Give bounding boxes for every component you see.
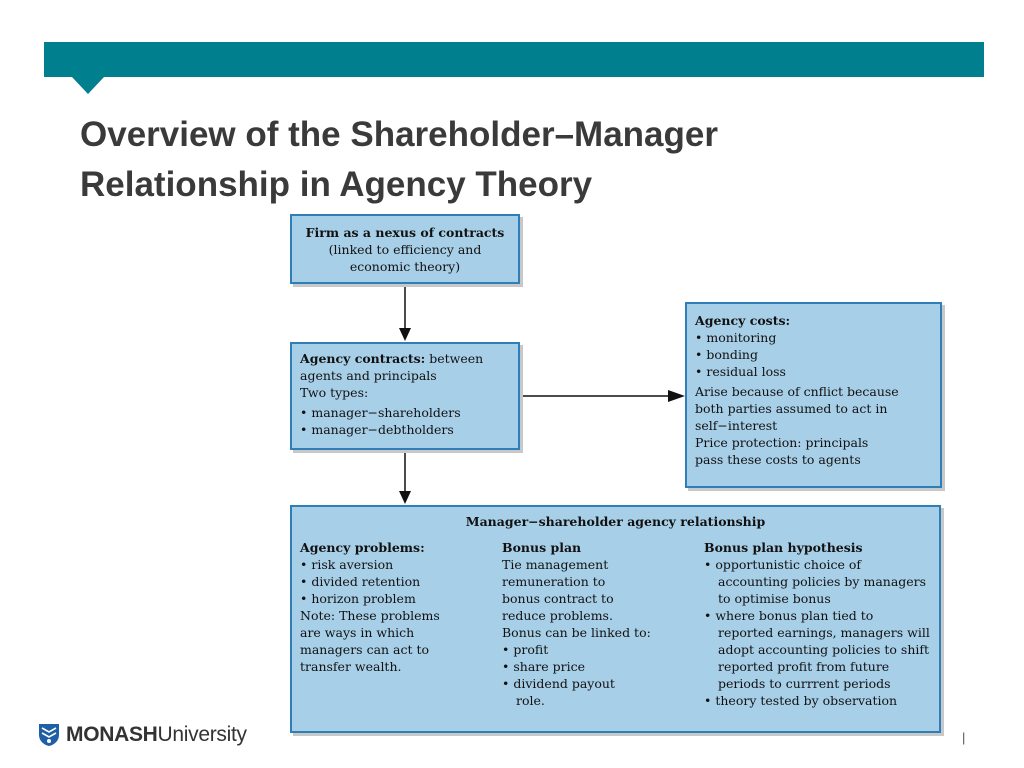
logo-suffix: University	[157, 723, 247, 746]
bonus-plan-text-line: bonus contract to	[502, 591, 614, 606]
list-item: • theory tested by observation	[704, 692, 932, 709]
problems-note-line: Note: These problems	[300, 608, 440, 623]
costs-text-line: Price protection: principals	[695, 435, 869, 450]
list-item: • divided retention	[300, 573, 490, 590]
contracts-line-3: Two types:	[300, 385, 369, 400]
problems-note-line: managers can act to	[300, 642, 430, 657]
list-item: • dividend payout	[502, 675, 692, 692]
bonus-plan-text-line: remuneration to	[502, 574, 606, 589]
logo-brand: MONASH	[66, 723, 158, 746]
nexus-line-2: (linked to efficiency and	[328, 242, 482, 257]
list-item: • share price	[502, 658, 692, 675]
nexus-line-1: Firm as a nexus of contracts	[305, 225, 505, 240]
arrow-contracts-to-relationship	[395, 450, 415, 505]
list-item: • monitoring	[695, 329, 932, 346]
relationship-title: Manager−shareholder agency relationship	[465, 514, 766, 529]
agency-costs-box	[685, 302, 942, 488]
nexus-line-3: economic theory)	[349, 259, 461, 274]
list-item: • horizon problem	[300, 590, 490, 607]
costs-text-line: Arise because of cnflict because	[695, 384, 899, 399]
agency-relationship-box	[290, 505, 941, 733]
list-item: • where bonus plan tied to reported earnings, managers will adopt accounting policies to shift reported profit from future periods to currrent periods	[704, 607, 932, 692]
arrow-contracts-to-costs	[520, 388, 686, 404]
costs-list	[695, 329, 932, 380]
bonus-hypothesis-column	[704, 539, 932, 709]
contracts-type-list	[300, 404, 510, 438]
header-bar	[44, 42, 984, 77]
bonus-plan-list	[502, 641, 692, 692]
bonus-plan-text-line: reduce problems.	[502, 608, 613, 623]
problems-note-line: are ways in which	[300, 625, 415, 640]
list-item: • risk aversion	[300, 556, 490, 573]
slide-title	[80, 110, 718, 210]
list-item: • residual loss	[695, 363, 932, 380]
bonus-plan-column	[502, 539, 692, 709]
logo-text	[66, 723, 247, 747]
bonus-plan-heading	[502, 539, 692, 556]
monash-logo	[38, 722, 247, 748]
crest-icon	[38, 723, 60, 747]
slide-title-line-1: Overview of the Shareholder–Manager	[80, 115, 718, 154]
problems-note-line: transfer wealth.	[300, 659, 402, 674]
header-bar-notch	[72, 77, 104, 94]
problems-heading	[300, 539, 490, 556]
hypothesis-list	[704, 556, 932, 709]
contracts-line-2: agents and principals	[300, 368, 437, 383]
problems-list	[300, 556, 490, 607]
bonus-plan-text-line: Tie management	[502, 557, 609, 572]
costs-text-line: pass these costs to agents	[695, 452, 861, 467]
contracts-heading: Agency contracts:	[300, 351, 426, 366]
costs-text-line: both parties assumed to act in	[695, 401, 888, 416]
bonus-plan-heading-text: Bonus plan	[502, 540, 582, 555]
bonus-plan-text-line: Bonus can be linked to:	[502, 625, 651, 640]
costs-heading	[695, 312, 932, 329]
contracts-heading-line	[300, 350, 510, 367]
problems-heading-text: Agency problems:	[300, 540, 425, 555]
list-item: • bonding	[695, 346, 932, 363]
bonus-plan-tail: role.	[516, 693, 545, 708]
list-item: • profit	[502, 641, 692, 658]
page-number: |	[962, 730, 966, 745]
agency-problems-column	[300, 539, 490, 675]
contracts-heading-rest: between	[425, 351, 484, 366]
hypothesis-heading	[704, 539, 932, 556]
slide-title-line-2: Relationship in Agency Theory	[80, 165, 593, 204]
arrow-nexus-to-contracts	[395, 284, 415, 342]
costs-text-line: self−interest	[695, 418, 778, 433]
hypothesis-heading-text: Bonus plan hypothesis	[704, 540, 863, 555]
agency-contracts-box	[290, 342, 520, 450]
list-item: • manager−debtholders	[300, 421, 510, 438]
list-item: • manager−shareholders	[300, 404, 510, 421]
costs-heading-text: Agency costs:	[695, 313, 791, 328]
list-item: • opportunistic choice of accounting policies by managers to optimise bonus	[704, 556, 932, 607]
nexus-of-contracts-box	[290, 214, 520, 284]
